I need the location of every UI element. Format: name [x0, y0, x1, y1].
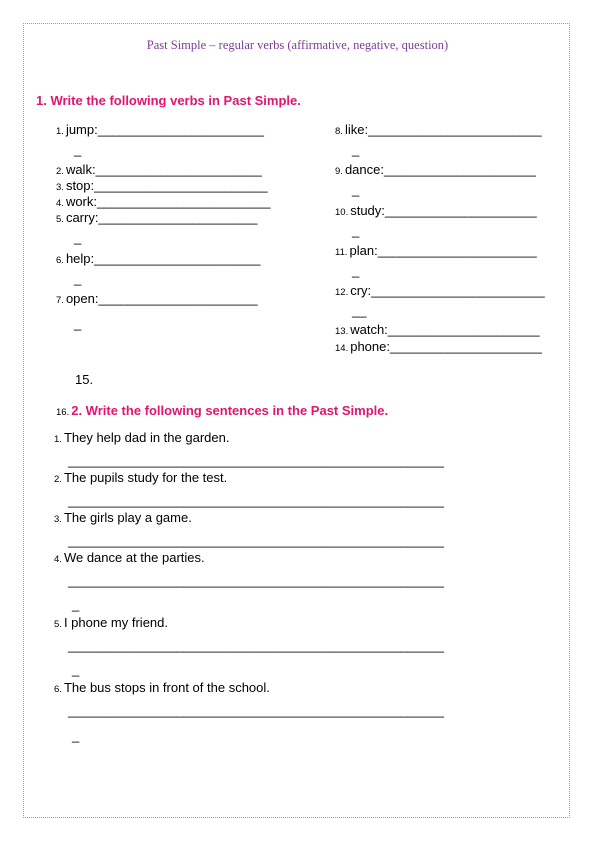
sentence-item-1 — [54, 430, 229, 447]
verb-label: plan: — [349, 243, 378, 258]
answer-blank[interactable]: _____________________ — [387, 322, 540, 337]
verb-item-dance — [335, 162, 536, 179]
answer-blank-overflow: _ — [352, 223, 360, 238]
sentence-text: The girls play a game. — [63, 510, 192, 525]
item-number: 12. — [335, 287, 349, 298]
answer-blank[interactable]: _____________________ — [383, 162, 536, 177]
section2-heading-row — [56, 402, 388, 420]
answer-blank-overflow: _ — [352, 142, 360, 157]
answer-blank[interactable]: ________________________ — [94, 178, 268, 193]
verb-item-stop — [56, 178, 268, 195]
item-number: 7. — [56, 295, 64, 306]
item-15-number: 15. — [75, 372, 94, 387]
worksheet-title: Past Simple – regular verbs (affirmative, negative, question) — [146, 38, 449, 52]
verb-item-watch — [335, 322, 540, 339]
item-number: 3. — [54, 514, 62, 525]
answer-line[interactable]: ____________________________________________________ — [68, 493, 444, 508]
sentence-item-4 — [54, 550, 205, 567]
answer-line[interactable]: ____________________________________________________ — [68, 638, 444, 653]
sentence-text: They help dad in the garden. — [63, 430, 230, 445]
answer-line-overflow: _ — [72, 728, 80, 743]
section2-heading: 2. Write the following sentences in the Past Simple. — [71, 403, 389, 418]
verb-label: stop: — [65, 178, 95, 193]
item-number: 8. — [335, 126, 343, 137]
answer-blank[interactable]: ________________________ — [371, 283, 545, 298]
item-number: 2. — [56, 166, 64, 177]
item-number: 14. — [335, 343, 349, 354]
item-number: 5. — [56, 214, 64, 225]
verb-label: walk: — [65, 162, 96, 177]
answer-line[interactable]: ____________________________________________________ — [68, 453, 444, 468]
verb-label: carry: — [65, 210, 99, 225]
answer-blank[interactable]: _______________________ — [94, 251, 261, 266]
answer-blank-overflow: _ — [352, 182, 360, 197]
verb-label: phone: — [350, 339, 390, 354]
item-number: 11. — [335, 247, 348, 258]
verb-item-cry — [335, 283, 545, 300]
answer-blank[interactable]: ______________________ — [98, 291, 258, 306]
sentence-item-5 — [54, 615, 168, 632]
verb-item-help — [56, 251, 260, 268]
item-number: 10. — [335, 207, 349, 218]
item-number: 3. — [56, 182, 64, 193]
item-number: 4. — [54, 554, 62, 565]
verb-label: open: — [65, 291, 99, 306]
sentence-text: The bus stops in front of the school. — [63, 680, 270, 695]
verb-item-walk — [56, 162, 262, 179]
answer-blank[interactable]: ________________________ — [97, 194, 271, 209]
verb-item-work — [56, 194, 271, 211]
answer-blank-overflow: _ — [74, 316, 82, 331]
item-number: 13. — [335, 326, 349, 337]
answer-blank[interactable]: _____________________ — [384, 203, 537, 218]
item-number: 6. — [56, 255, 64, 266]
answer-line[interactable]: ____________________________________________________ — [68, 703, 444, 718]
answer-line-overflow: _ — [72, 662, 80, 677]
answer-blank-overflow: _ — [352, 263, 360, 278]
sentence-item-6 — [54, 680, 270, 697]
answer-blank-overflow: _ — [74, 142, 82, 157]
verb-item-open — [56, 291, 258, 308]
verb-label: study: — [350, 203, 385, 218]
item-number: 2. — [54, 474, 62, 485]
answer-line-overflow: _ — [72, 597, 80, 612]
sentence-item-2 — [54, 470, 227, 487]
item-number: 1. — [56, 126, 64, 137]
answer-blank[interactable]: _______________________ — [95, 162, 262, 177]
answer-blank[interactable]: ______________________ — [377, 243, 537, 258]
sentence-text: I phone my friend. — [63, 615, 168, 630]
verb-item-phone — [335, 339, 542, 356]
answer-blank-overflow: _ — [74, 230, 82, 245]
verb-item-carry — [56, 210, 258, 227]
answer-blank[interactable]: ________________________ — [368, 122, 542, 137]
answer-line[interactable]: ____________________________________________________ — [68, 573, 444, 588]
answer-blank-overflow: _ — [74, 271, 82, 286]
verb-label: like: — [344, 122, 369, 137]
answer-blank-overflow: __ — [352, 303, 367, 318]
verb-label: dance: — [344, 162, 384, 177]
verb-label: help: — [65, 251, 95, 266]
sentence-item-3 — [54, 510, 192, 527]
answer-line[interactable]: ____________________________________________________ — [68, 533, 444, 548]
item-number: 6. — [54, 684, 62, 695]
answer-blank[interactable]: _____________________ — [389, 339, 542, 354]
page-border — [23, 23, 570, 818]
sentence-text: The pupils study for the test. — [63, 470, 228, 485]
answer-blank[interactable]: ______________________ — [98, 210, 258, 225]
verb-item-jump — [56, 122, 264, 139]
section1-heading: 1. Write the following verbs in Past Simple. — [36, 93, 301, 108]
verb-item-like — [335, 122, 542, 139]
item-number: 5. — [54, 619, 62, 630]
verb-label: watch: — [350, 322, 388, 337]
item-number: 1. — [54, 434, 62, 445]
item-number: 16. — [56, 407, 70, 418]
item-number: 9. — [335, 166, 343, 177]
verb-label: cry: — [350, 283, 372, 298]
verb-label: work: — [65, 194, 97, 209]
verb-item-study — [335, 203, 537, 220]
verb-item-plan — [335, 243, 537, 260]
item-number: 4. — [56, 198, 64, 209]
sentence-text: We dance at the parties. — [63, 550, 205, 565]
answer-blank[interactable]: _______________________ — [97, 122, 265, 137]
verb-label: jump: — [65, 122, 98, 137]
